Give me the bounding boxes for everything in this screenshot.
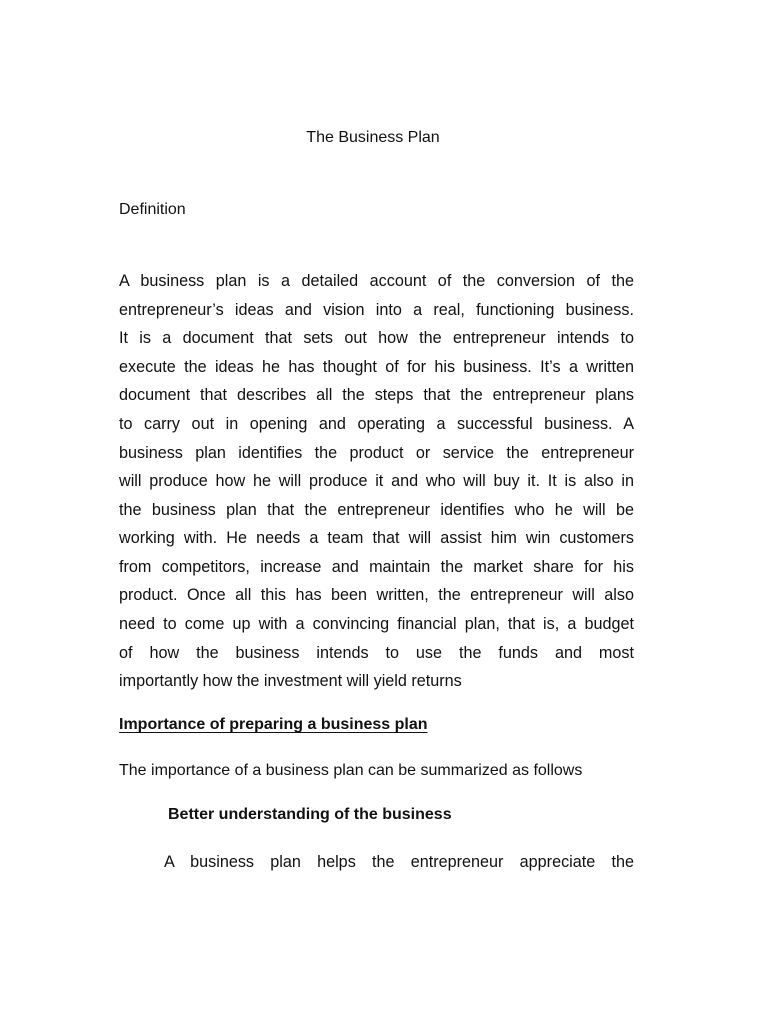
paragraph-line: to carry out in opening and operating a successful business. A <box>119 415 634 433</box>
paragraph-line: of how the business intends to use the funds and most <box>119 644 634 662</box>
document-title: The Business Plan <box>306 129 440 146</box>
subparagraph-line: A business plan helps the entrepreneur appreciate the <box>164 853 634 871</box>
paragraph-line: entrepreneur’s ideas and vision into a real, functioning business. <box>119 301 634 319</box>
importance-intro: The importance of a business plan can be summarized as follows <box>119 762 583 779</box>
paragraph-line: will produce how he will produce it and who will buy it. It is also in <box>119 472 634 490</box>
paragraph-line: It is a document that sets out how the entrepreneur intends to <box>119 329 634 347</box>
paragraph-line: from competitors, increase and maintain the market share for his <box>119 558 634 576</box>
paragraph-line: A business plan is a detailed account of the conversion of the <box>119 272 634 290</box>
paragraph-line: business plan identifies the product or service the entrepreneur <box>119 444 634 462</box>
paragraph-line: importantly how the investment will yield returns <box>119 672 462 690</box>
paragraph-line: working with. He needs a team that will assist him win customers <box>119 529 634 547</box>
paragraph-line: need to come up with a convincing financial plan, that is, a budget <box>119 615 634 633</box>
paragraph-line: document that describes all the steps that the entrepreneur plans <box>119 386 634 404</box>
definition-heading: Definition <box>119 201 186 218</box>
paragraph-line: execute the ideas he has thought of for his business. It’s a written <box>119 358 634 376</box>
importance-heading: Importance of preparing a business plan <box>119 716 428 733</box>
subheading-better-understanding: Better understanding of the business <box>168 806 452 823</box>
paragraph-line: the business plan that the entrepreneur identifies who he will be <box>119 501 634 519</box>
paragraph-line: product. Once all this has been written, the entrepreneur will also <box>119 586 634 604</box>
